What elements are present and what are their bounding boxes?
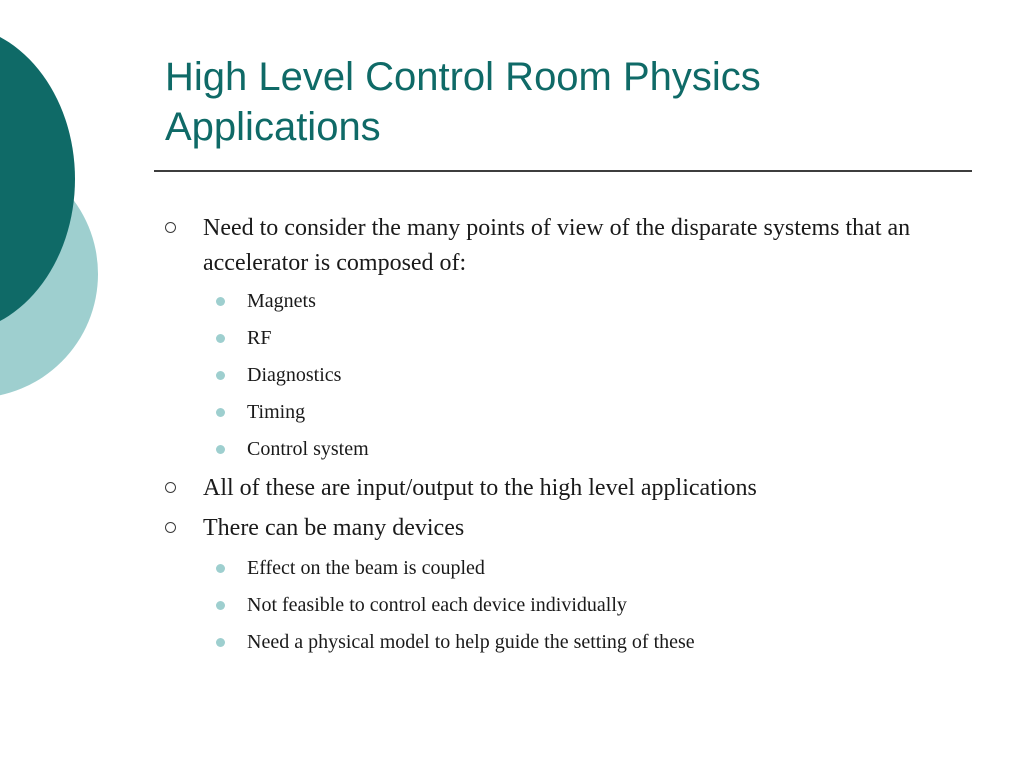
sub-bullet-text: Effect on the beam is coupled <box>247 557 485 579</box>
sub-bullet-text: RF <box>247 327 272 349</box>
sub-bullet-text: Magnets <box>247 290 316 312</box>
dot-bullet-icon <box>216 334 225 343</box>
hollow-circle-bullet-icon <box>165 522 176 533</box>
sub-bullet <box>247 361 987 389</box>
dot-bullet-icon <box>216 371 225 380</box>
sub-bullet <box>247 398 987 426</box>
sub-bullet-text: Need a physical model to help guide the setting of these <box>247 631 695 653</box>
dot-bullet-icon <box>216 638 225 647</box>
bullet-1 <box>203 211 993 281</box>
dot-bullet-icon <box>216 445 225 454</box>
sub-bullet <box>247 591 987 619</box>
hollow-circle-bullet-icon <box>165 482 176 493</box>
dot-bullet-icon <box>216 601 225 610</box>
sub-bullet-text: Not feasible to control each device individually <box>247 594 627 616</box>
bullet-2-text: All of these are input/output to the high level applications <box>203 475 757 501</box>
bullet-1-text: Need to consider the many points of view of the disparate systems that an accelerator is composed of: <box>203 215 911 276</box>
sub-bullet <box>247 628 987 656</box>
sub-bullet <box>247 287 987 315</box>
bullet-3-text: There can be many devices <box>203 515 465 541</box>
slide-title: High Level Control Room Physics Applications <box>165 55 761 149</box>
sub-bullet-text: Diagnostics <box>247 364 342 386</box>
sub-bullet-text: Control system <box>247 438 369 460</box>
sub-bullet <box>247 324 987 352</box>
hollow-circle-bullet-icon <box>165 222 176 233</box>
bullet-3 <box>203 511 993 546</box>
dot-bullet-icon <box>216 564 225 573</box>
dot-bullet-icon <box>216 408 225 417</box>
sub-bullet-text: Timing <box>247 401 306 423</box>
bullet-2 <box>203 471 993 506</box>
sub-bullet <box>247 554 987 582</box>
dot-bullet-icon <box>216 297 225 306</box>
sub-bullet <box>247 435 987 463</box>
